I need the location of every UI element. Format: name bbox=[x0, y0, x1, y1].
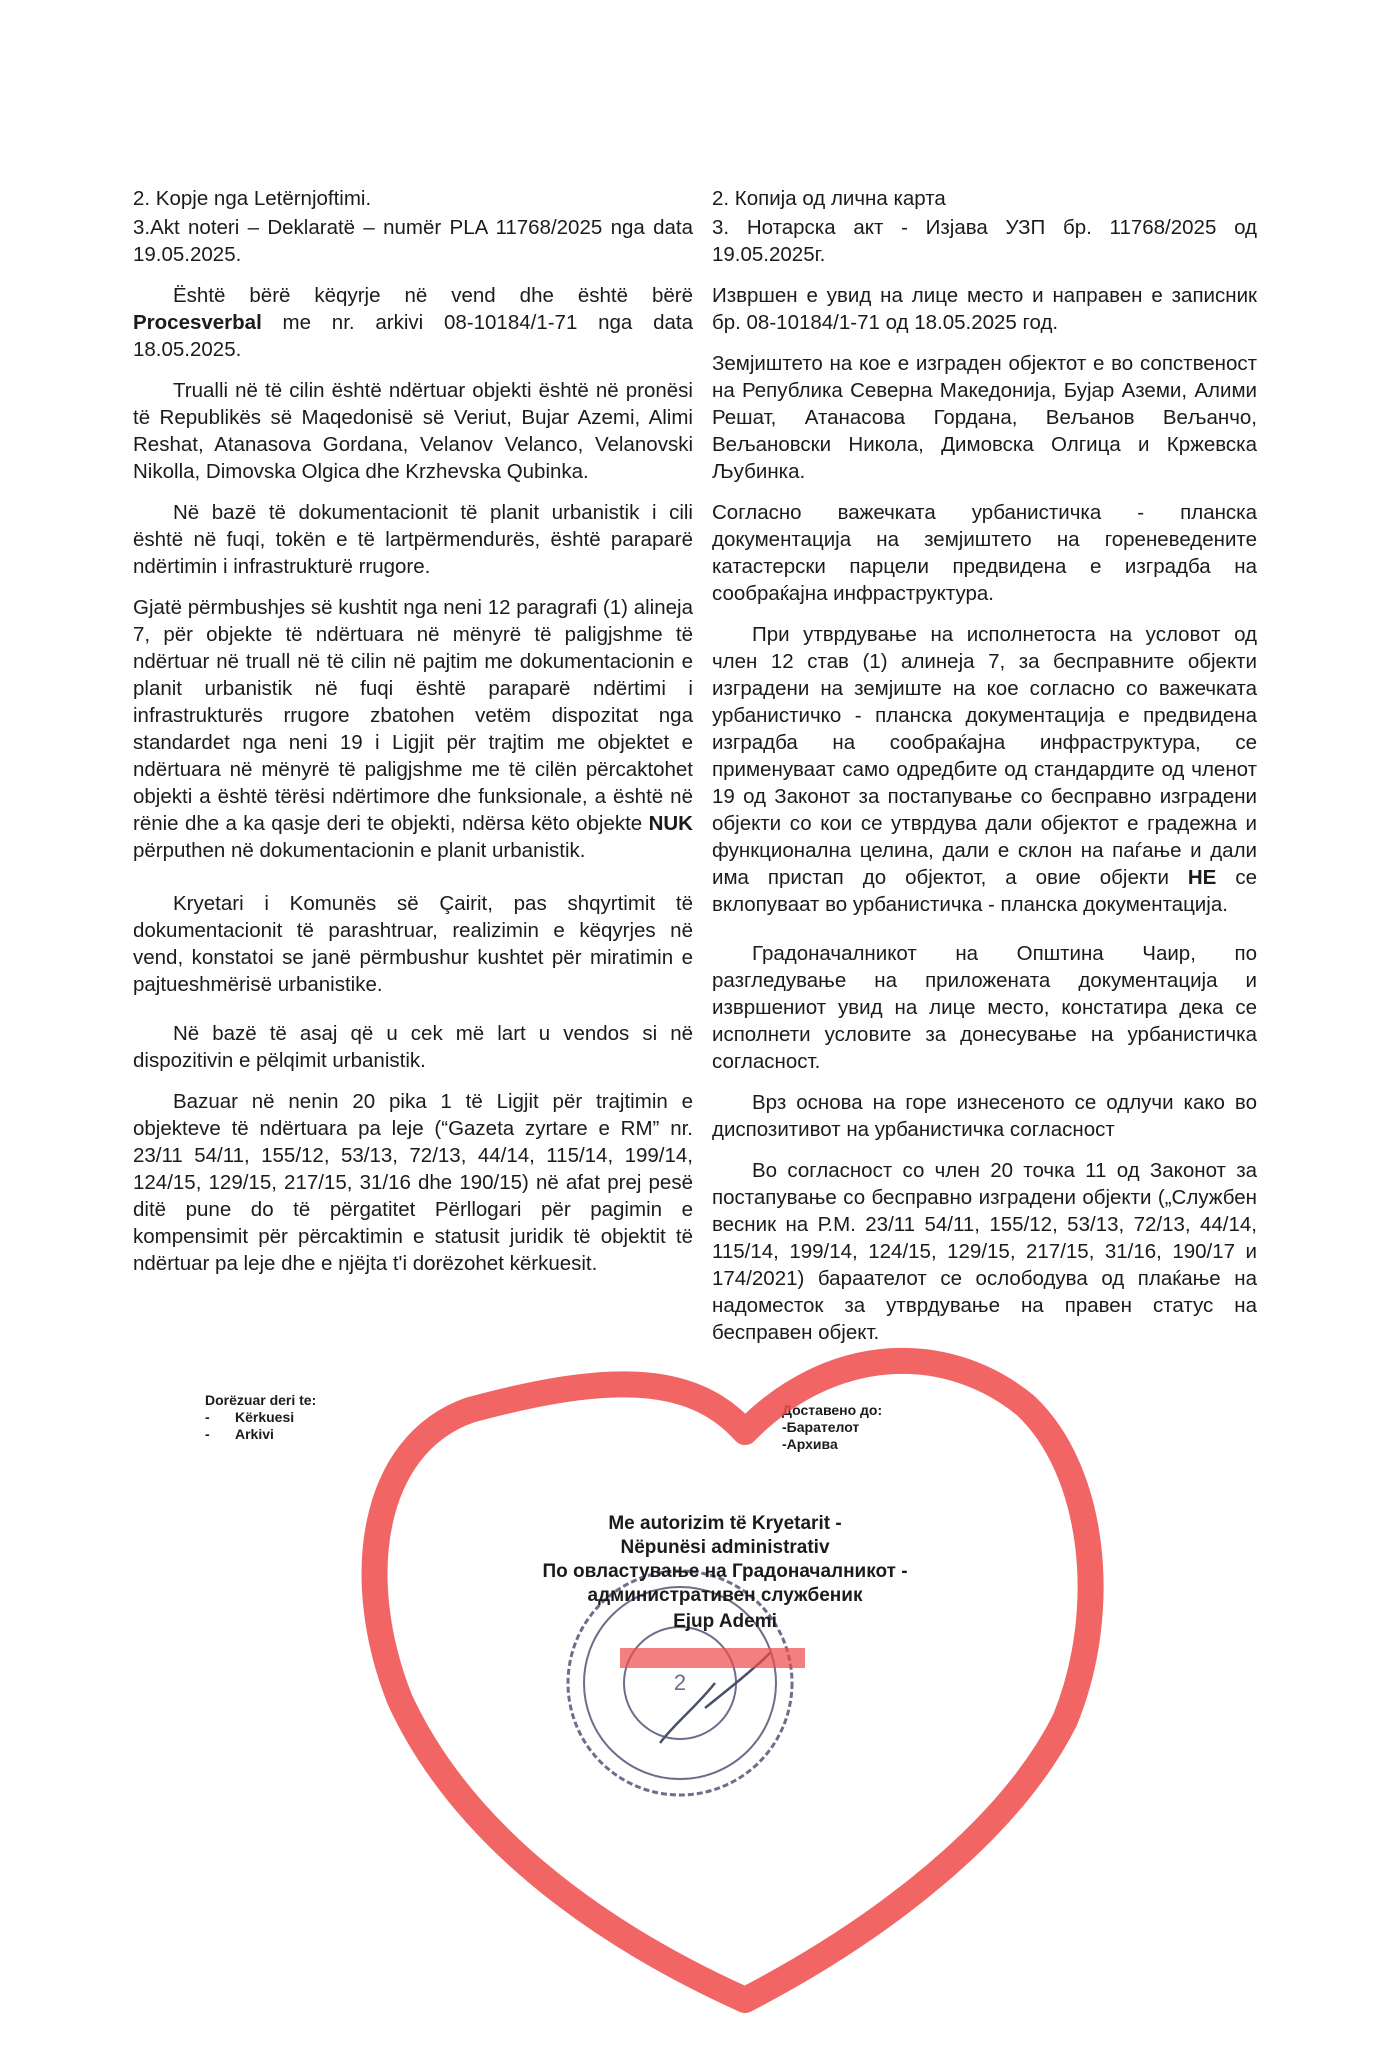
negation-keyword-mk: НЕ bbox=[1187, 866, 1217, 889]
attachment-notary-act: 3.Akt noteri – Deklaratë – numër PLA 11768/2025 nga data 19.05.2025. bbox=[133, 216, 693, 266]
albanian-column bbox=[133, 185, 693, 1291]
mayor-paragraph: Kryetari i Komunës së Çairit, pas shqyrtimit të dokumentacionit të parashtruar, realizimin e këqyrjes në vend, konstatoi se janë përmbushur kushtet për miratimin e pajtueshmërisë urbanistike. bbox=[133, 892, 693, 996]
decision-paragraph-mk: Врз основа на горе изнесеното се одлучи како во диспозитивот на урбанистичка согласност bbox=[712, 1091, 1257, 1141]
delivery-item: - Arkivi bbox=[235, 1426, 316, 1443]
inspection-keyword: Procesverbal bbox=[133, 311, 262, 334]
condition-paragraph: Gjatë përmbushjes së kushtit nga neni 12 paragrafi (1) alineja 7, për objekte të ndërtuara në mënyrë të paligjshme të ndërtuar në truall në të cilin në pajtim me dokumentacionin e planit urbanistik në fuqi është paraparë ndërtimi i infrastrukturës rrugore zbatohen vetëm dispozitat nga standardet nga neni 19 i Ligjit për trajtim me objektet e ndërtuara në mënyrë të paligjshme me të cilën përcaktohet objekti a është tërësi ndërtimore dhe funksionale, a është në rënie dhe a ka qasje deri te objekti, ndërsa këto objekte NUK përputhen në dokumentacionin e planit urbanistik. bbox=[133, 596, 693, 862]
delivery-list-mk bbox=[782, 1402, 882, 1453]
signature-line-al-2: Nëpunësi administrativ bbox=[620, 1537, 830, 1558]
delivery-item: - Kërkuesi bbox=[235, 1409, 316, 1426]
attachment-id-copy-mk: 2. Копија од лична карта bbox=[712, 187, 946, 210]
delivery-item: -Архива bbox=[782, 1436, 838, 1452]
ownership-paragraph: Trualli në të cilin është ndërtuar objekti është në pronësi të Republikës së Maqedonisë së Veriut, Bujar Azemi, Alimi Reshat, Atanasova Gordana, Velanov Velanco, Velanovski Nikolla, Dimovska Olgica dhe Krzhevska Qubinka. bbox=[133, 379, 693, 483]
attachment-id-copy: 2. Kopje nga Letërnjoftimi. bbox=[133, 187, 372, 210]
signature-line-mk-2: административен службеник bbox=[587, 1585, 863, 1606]
inspection-paragraph-mk: Извршен е увид на лице место и направен е записник бр. 08-10184/1-71 од 18.05.2025 год. bbox=[712, 284, 1257, 334]
decision-paragraph: Në bazë të asaj që u cek më lart u vendos si në dispozitivin e pëlqimit urbanistik. bbox=[133, 1022, 693, 1072]
negation-keyword: NUK bbox=[648, 812, 693, 835]
svg-text:2: 2 bbox=[673, 1670, 687, 1695]
macedonian-column bbox=[712, 185, 1257, 1360]
delivery-title-mk: Доставено до: bbox=[782, 1402, 883, 1418]
signature-line-al-1: Me autorizim të Kryetarit - bbox=[608, 1513, 842, 1534]
attachment-notary-act-mk: 3. Нотарска акт - Изјава УЗП бр. 11768/2025 од 19.05.2025г. bbox=[712, 216, 1257, 266]
plan-paragraph: Në bazë të dokumentacionit të planit urbanistik i cili është në fuqi, tokën e të lartpërmendurës, është paraparë ndërtimin i infrastrukturë rrugore. bbox=[133, 501, 693, 578]
mayor-paragraph-mk: Градоначалникот на Општина Чаир, по разгледување на приложената документација и извршениот увид на лице место, констатира дека се исполнети условите за донесување на урбанистичка согласност. bbox=[712, 942, 1257, 1073]
signature-line-mk-1: По овластување на Градоначалникот - bbox=[542, 1561, 908, 1582]
plan-paragraph-mk: Согласно важечката урбанистичка - планска документација на земјиштето на гореневедените катастерски парцели предвидена е изградба на сообраќајна инфраструктура. bbox=[712, 501, 1257, 605]
signatory-name: Ejup Ademi bbox=[673, 1611, 777, 1632]
delivery-item: -Барателот bbox=[782, 1419, 860, 1435]
legal-basis-paragraph-mk: Во согласност со член 20 точка 11 од Законот за постапување со бесправно изградени објекти („Службен весник на Р.М. 23/11 54/11, 155/12, 53/13, 72/13, 44/14, 115/14, 199/14, 124/15, 129/15, 217/15, 31/16, 190/17 и 174/2021) бараателот се ослободува од плаќање на надоместок за утврдување на правен статус на бесправен објект. bbox=[712, 1159, 1257, 1344]
legal-basis-paragraph: Bazuar në nenin 20 pika 1 të Ligjit për trajtimin e objekteve të ndërtuara pa leje (“Gazeta zyrtare e RM” nr. 23/11 54/11, 155/12, 53/13, 72/13, 44/14, 115/14, 199/14, 124/15, 129/15, 217/15, 31/16 dhe 190/15) në afat prej pesë ditë pune do të përgatitet Përllogari për pagimin e kompensimit për përcaktimin e statusit juridik të objektit të ndërtuar pa leje dhe e njëjta t'i dorëzohet kërkuesit. bbox=[133, 1090, 693, 1275]
signature-block bbox=[490, 1512, 960, 1634]
ownership-paragraph-mk: Земјиштето на кое е изграден објектот е во сопственост на Република Северна Македонија, Бујар Аземи, Алими Решат, Атанасова Гордана, Вељанов Вељанчо, Вељановски Никола, Димовска Олгица и Кржевска Љубинка. bbox=[712, 352, 1257, 483]
condition-paragraph-mk: При утврдување на исполнетоста на условот од член 12 став (1) алинеја 7, за бесправните објекти изградени на земјиште на кое согласно со важечката урбанистичко - планска документација е предвидена изградба на сообраќајна инфраструктура, се применуваат само одредбите од стандардите од членот 19 од Законот за постапување со бесправно изградени објекти со кои се утврдува дали објектот е градежна и функционална целина, дали е склон на паѓање и дали има пристап до објектот, а овие објекти НЕ се вклопуваат во урбанистичка - планска документација. bbox=[712, 623, 1257, 916]
delivery-list-al bbox=[205, 1392, 316, 1443]
inspection-paragraph: Është bërë këqyrje në vend dhe është bërë Procesverbal me nr. arkivi 08-10184/1-71 nga data 18.05.2025. bbox=[133, 284, 693, 361]
delivery-title-al: Dorëzuar deri te: bbox=[205, 1392, 317, 1408]
